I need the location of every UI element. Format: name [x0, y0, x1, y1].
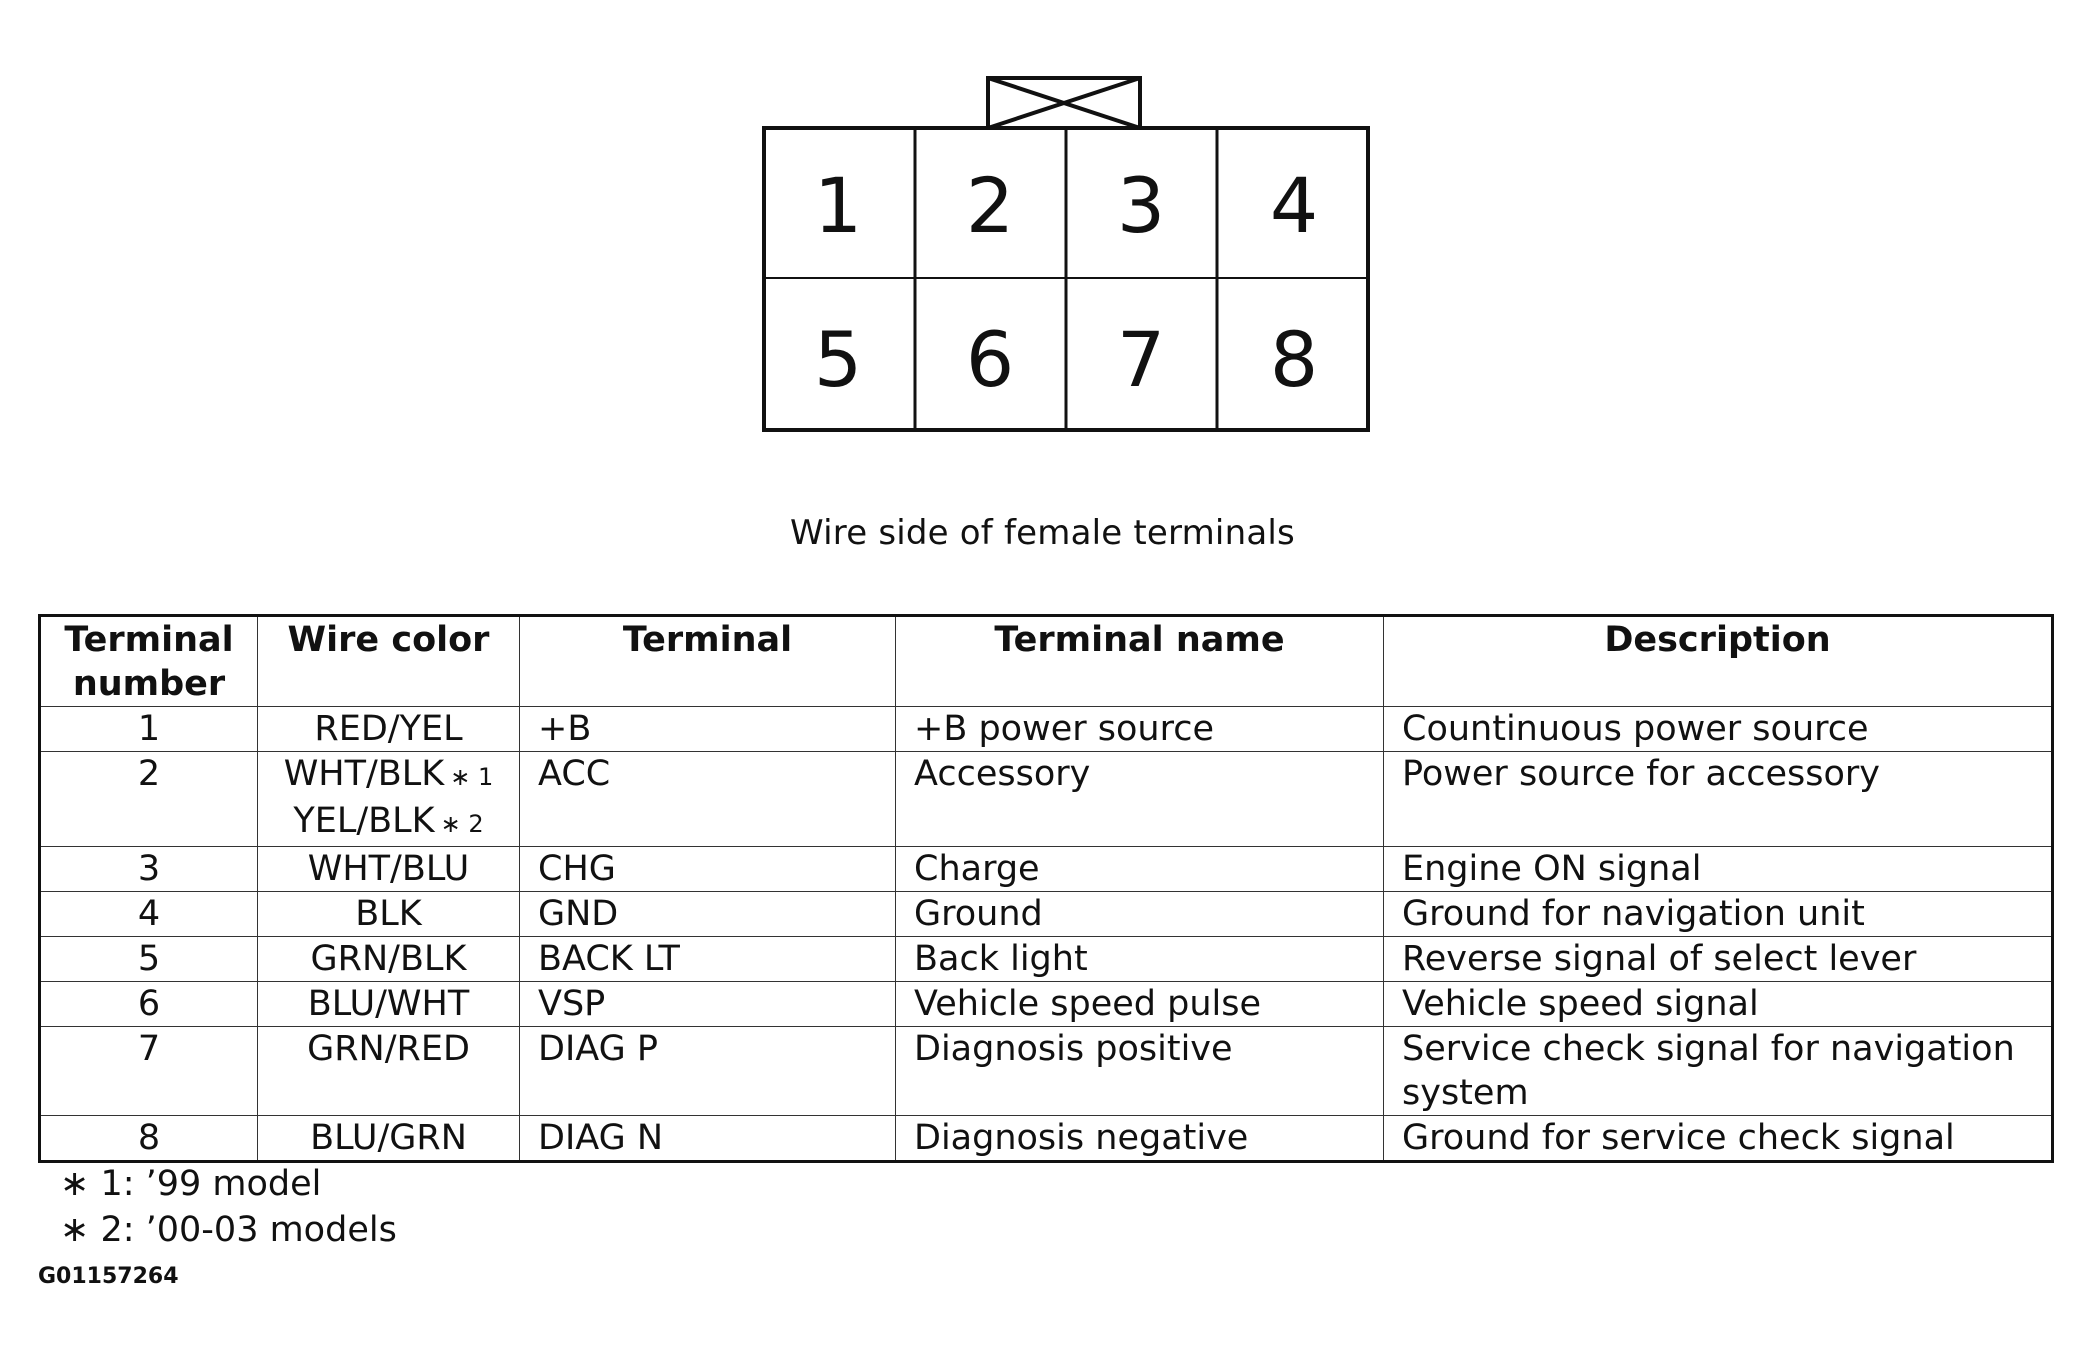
figure-code: G01157264 — [38, 1264, 179, 1289]
terminal-number-cell: 3 — [40, 847, 258, 892]
terminal-name-cell: Ground — [896, 892, 1384, 937]
footnote: ∗ 1: ’99 model — [60, 1164, 322, 1204]
wire-color: BLK — [355, 894, 422, 934]
diagram-caption: Wire side of female terminals — [790, 513, 1295, 553]
terminal-number-cell: 4 — [40, 892, 258, 937]
wire-color: GRN/RED — [307, 1029, 470, 1069]
pin-label-4: 4 — [1269, 161, 1319, 250]
table-row — [40, 937, 2053, 982]
wire-color-cell — [258, 937, 520, 982]
wire-color: WHT/BLK — [283, 754, 445, 794]
terminal-number-cell: 1 — [40, 707, 258, 752]
terminal-cell: BACK LT — [520, 937, 896, 982]
wire-color-alt: YEL/BLK — [293, 801, 435, 841]
wire-color: GRN/BLK — [310, 939, 467, 979]
terminal-number-cell: 6 — [40, 982, 258, 1027]
pin-label-7: 7 — [1116, 315, 1166, 404]
footnote: ∗ 2: ’00-03 models — [60, 1210, 397, 1250]
terminal-name-cell: +B power source — [896, 707, 1384, 752]
wire-color: BLU/GRN — [310, 1118, 467, 1158]
description-cell: Reverse signal of select lever — [1384, 937, 2053, 982]
table-header-row — [40, 616, 2053, 707]
wire-color-cell — [258, 1027, 520, 1116]
terminal-number-cell: 7 — [40, 1027, 258, 1116]
terminal-name-cell: Diagnosis negative — [896, 1116, 1384, 1162]
table-row — [40, 1116, 2053, 1162]
terminal-name-cell: Back light — [896, 937, 1384, 982]
wire-color-cell — [258, 1116, 520, 1162]
pin-label-5: 5 — [813, 315, 863, 404]
pin-label-2: 2 — [965, 161, 1015, 250]
wire-color-note: ∗ 1 — [450, 763, 494, 791]
header-wire-color: Wire color — [258, 616, 520, 707]
wire-color-cell — [258, 707, 520, 752]
header-terminal-number: Terminal number — [40, 616, 258, 707]
header-terminal: Terminal — [520, 616, 896, 707]
description-cell: Ground for navigation unit — [1384, 892, 2053, 937]
terminal-name-cell: Diagnosis positive — [896, 1027, 1384, 1116]
terminal-number-cell: 8 — [40, 1116, 258, 1162]
connector-latch — [988, 78, 1140, 128]
wire-color-note: ∗ 2 — [440, 810, 484, 838]
description-cell: Power source for accessory — [1384, 752, 2053, 847]
wire-color: BLU/WHT — [307, 984, 470, 1024]
header-terminal-name: Terminal name — [896, 616, 1384, 707]
description-cell: Engine ON signal — [1384, 847, 2053, 892]
terminal-number-cell: 5 — [40, 937, 258, 982]
terminal-table — [38, 614, 2054, 1163]
table-row — [40, 982, 2053, 1027]
footnotes — [60, 1161, 397, 1253]
terminal-cell: DIAG P — [520, 1027, 896, 1116]
table-row — [40, 1027, 2053, 1116]
table-row — [40, 707, 2053, 752]
table-row — [40, 892, 2053, 937]
table-row — [40, 847, 2053, 892]
wire-color: WHT/BLU — [307, 849, 470, 889]
table-row — [40, 752, 2053, 847]
pin-label-1: 1 — [813, 161, 863, 250]
description-cell: Service check signal for navigation system — [1384, 1027, 2053, 1116]
terminal-number-cell: 2 — [40, 752, 258, 847]
terminal-cell: GND — [520, 892, 896, 937]
terminal-cell: CHG — [520, 847, 896, 892]
description-cell: Vehicle speed signal — [1384, 982, 2053, 1027]
header-description: Description — [1384, 616, 2053, 707]
wire-color-cell — [258, 847, 520, 892]
terminal-cell: DIAG N — [520, 1116, 896, 1162]
terminal-name-cell: Charge — [896, 847, 1384, 892]
pin-label-8: 8 — [1269, 315, 1319, 404]
pin-label-6: 6 — [965, 315, 1015, 404]
wire-color: RED/YEL — [314, 709, 463, 749]
pin-label-3: 3 — [1116, 161, 1166, 250]
wire-color-cell — [258, 892, 520, 937]
connector-diagram — [0, 0, 2085, 460]
terminal-cell: VSP — [520, 982, 896, 1027]
description-cell: Ground for service check signal — [1384, 1116, 2053, 1162]
terminal-cell: ACC — [520, 752, 896, 847]
terminal-cell: +B — [520, 707, 896, 752]
terminal-name-cell: Accessory — [896, 752, 1384, 847]
wire-color-cell — [258, 982, 520, 1027]
terminal-name-cell: Vehicle speed pulse — [896, 982, 1384, 1027]
description-cell: Countinuous power source — [1384, 707, 2053, 752]
wire-color-cell — [258, 752, 520, 847]
